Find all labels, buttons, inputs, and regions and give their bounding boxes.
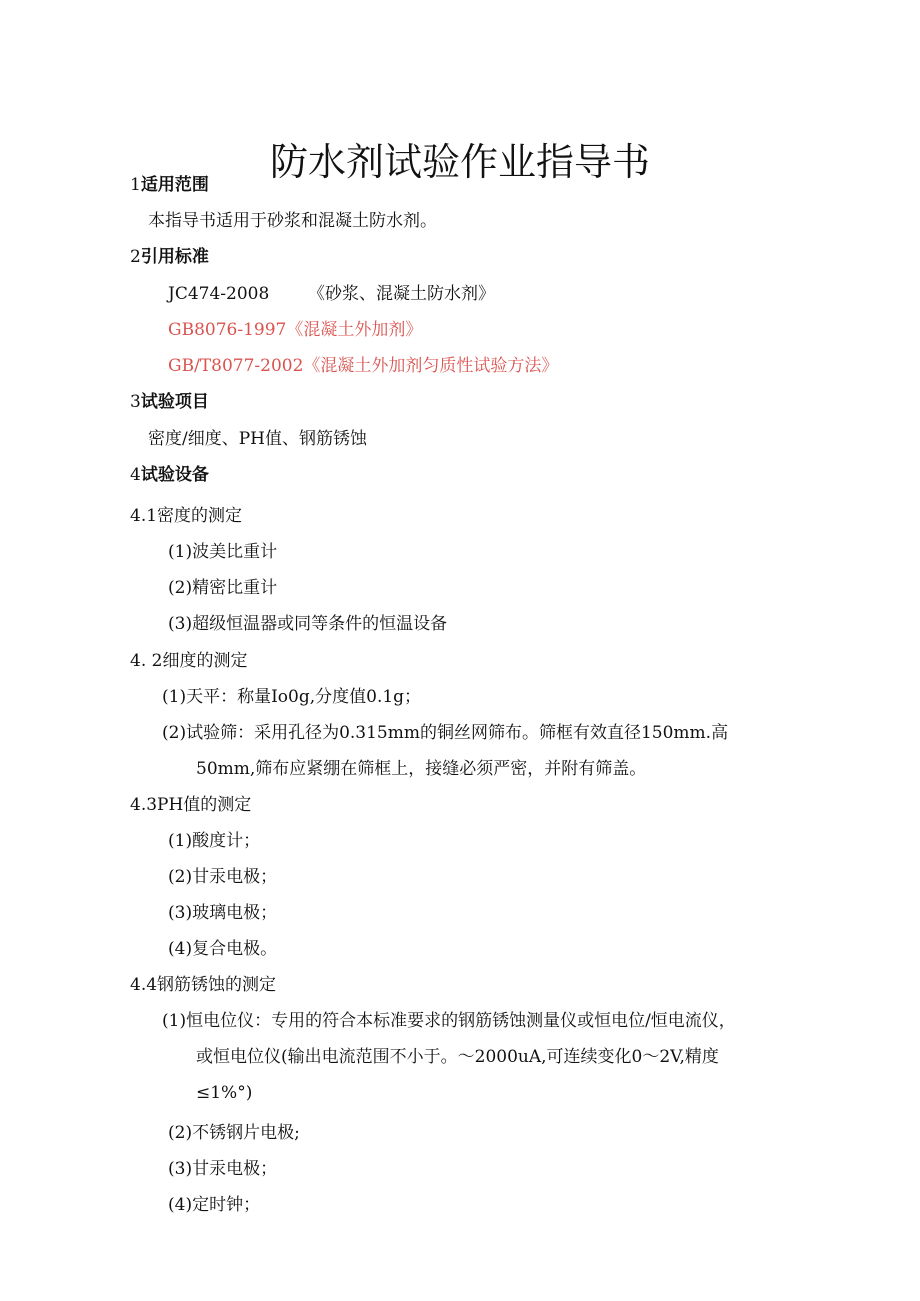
standard-1-name: 《砂浆、混凝土防水剂》 — [308, 284, 495, 304]
section-1-heading — [130, 174, 209, 196]
section-3-heading — [130, 391, 209, 413]
subsection-4-3-heading: 4.3PH值的测定 — [130, 795, 252, 815]
list-item: (3)甘汞电极； — [168, 1159, 278, 1179]
section-4-title: 试验设备 — [140, 465, 209, 485]
list-item: (1)天平：称量Io0g,分度值0.1g； — [162, 687, 422, 707]
list-item: (2)试验筛：采用孔径为0.315mm的铜丝网筛布。筛框有效直径150mm.高 — [162, 723, 729, 743]
section-4-number: 4 — [130, 465, 141, 485]
section-2-number: 2 — [130, 247, 141, 267]
list-item: (3)玻璃电极； — [168, 903, 278, 923]
section-3-number: 3 — [130, 392, 141, 412]
subsection-4-2-heading: 4. 2细度的测定 — [130, 651, 248, 671]
section-1-number: 1 — [130, 175, 141, 195]
list-item: (2)不锈钢片电极; — [168, 1123, 300, 1143]
list-item-continuation: 50mm,筛布应紧绷在筛框上，接缝必须严密，并附有筛盖。 — [196, 759, 647, 779]
list-item: (2)精密比重计 — [168, 578, 278, 598]
subsection-4-1-heading: 4.1密度的测定 — [130, 506, 243, 526]
list-item: (3)超级恒温器或同等条件的恒温设备 — [168, 614, 448, 634]
list-item: (2)甘汞电极； — [168, 867, 278, 887]
section-4-heading — [130, 464, 209, 486]
standard-1-code: JC474-2008 — [168, 284, 270, 304]
list-item: (1)恒电位仪：专用的符合本标准要求的钢筋锈蚀测量仪或恒电位/恒电流仪， — [162, 1011, 736, 1031]
page-title: 防水剂试验作业指导书 — [269, 140, 650, 185]
list-item: (1)酸度计； — [168, 831, 261, 851]
list-item: (4)定时钟； — [168, 1195, 261, 1215]
list-item-continuation: ≤1%°) — [196, 1083, 253, 1103]
section-3-body: 密度/细度、PH值、钢筋锈蚀 — [148, 429, 367, 449]
section-1-title: 适用范围 — [140, 175, 209, 195]
section-2-heading — [130, 246, 209, 268]
standard-item-2: GB8076-1997《混凝土外加剂》 — [168, 320, 423, 340]
list-item-continuation: 或恒电位仪(输出电流范围不小于。～2000uA,可连续变化0～2V,精度 — [196, 1047, 719, 1067]
subsection-4-4-heading: 4.4钢筋锈蚀的测定 — [130, 975, 277, 995]
section-2-title: 引用标准 — [140, 247, 209, 267]
section-3-title: 试验项目 — [140, 392, 209, 412]
list-item: (1)波美比重计 — [168, 542, 278, 562]
list-item: (4)复合电极。 — [168, 939, 278, 959]
standard-item-3: GB/T8077-2002《混凝土外加剂匀质性试验方法》 — [168, 356, 559, 376]
standard-item-1 — [168, 283, 495, 305]
section-1-body: 本指导书适用于砂浆和混凝土防水剂。 — [148, 211, 437, 231]
